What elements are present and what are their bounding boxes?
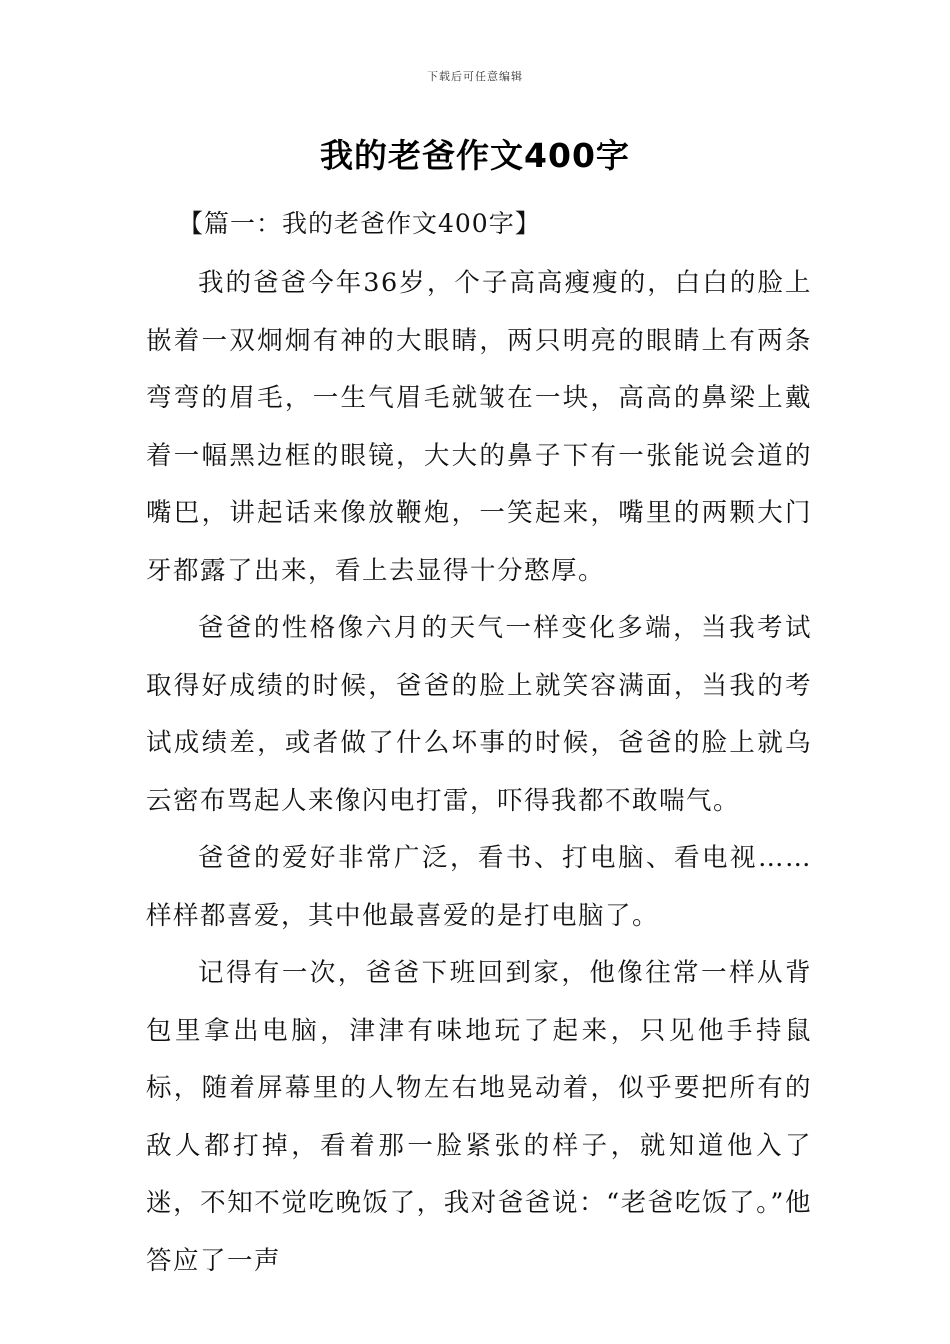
document-title: 我的老爸作文400字 bbox=[320, 136, 630, 175]
header-note: 下载后可任意编辑 bbox=[427, 70, 523, 83]
paragraph: 爸爸的性格像六月的天气一样变化多端，当我考试取得好成绩的时候，爸爸的脸上就笑容满面，当我的考试成绩差，或者做了什么坏事的时候，爸爸的脸上就乌云密布骂起人来像闪电打雷，吓得我都不敢喘气。 bbox=[146, 613, 812, 816]
section-heading: 【篇一：我的老爸作文400字】 bbox=[178, 209, 541, 238]
paragraph: 爸爸的爱好非常广泛，看书、打电脑、看电视……样样都喜爱，其中他最喜爱的是打电脑了。 bbox=[146, 843, 812, 931]
body-text bbox=[146, 255, 812, 1290]
paragraph: 我的爸爸今年36岁，个子高高瘦瘦的，白白的脸上嵌着一双炯炯有神的大眼睛，两只明亮的眼睛上有两条弯弯的眉毛，一生气眉毛就皱在一块，高高的鼻梁上戴着一幅黑边框的眼镜，大大的鼻子下有一张能说会道的嘴巴，讲起话来像放鞭炮，一笑起来，嘴里的两颗大门牙都露了出来，看上去显得十分憨厚。 bbox=[146, 268, 812, 586]
paragraph: 记得有一次，爸爸下班回到家，他像往常一样从背包里拿出电脑，津津有味地玩了起来，只见他手持鼠标，随着屏幕里的人物左右地晃动着，似乎要把所有的敌人都打掉，看着那一脸紧张的样子，就知道他入了迷，不知不觉吃晚饭了，我对爸爸说：“老爸吃饭了。”他答应了一声 bbox=[146, 958, 812, 1276]
